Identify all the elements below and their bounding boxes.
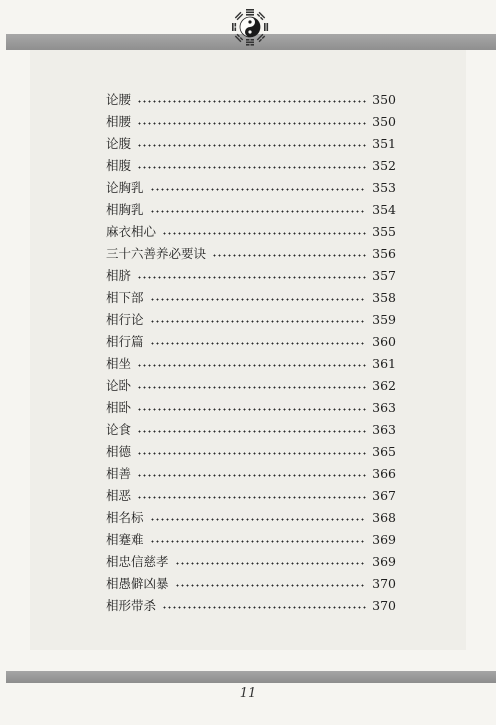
toc-leader-dots <box>150 188 366 191</box>
toc-entry-title: 相胸乳 <box>106 202 144 217</box>
toc-entry <box>106 173 396 195</box>
toc-entry <box>106 195 396 217</box>
toc-entry <box>106 151 396 173</box>
table-of-contents <box>106 85 396 613</box>
toc-leader-dots <box>150 320 366 323</box>
toc-entry-title: 相恶 <box>106 488 132 503</box>
toc-entry-page: 355 <box>372 224 396 239</box>
toc-leader-dots <box>150 540 366 543</box>
toc-entry-page: 353 <box>372 180 396 195</box>
toc-leader-dots <box>162 606 366 609</box>
toc-entry <box>106 415 396 437</box>
toc-entry <box>106 459 396 481</box>
toc-entry <box>106 591 396 613</box>
toc-entry-page: 367 <box>372 488 396 503</box>
toc-entry-page: 365 <box>372 444 396 459</box>
toc-entry-title: 相愚僻凶暴 <box>106 576 169 591</box>
toc-entry-page: 360 <box>372 334 396 349</box>
toc-entry-title: 麻衣相心 <box>106 224 157 239</box>
footer-band <box>6 671 496 683</box>
toc-leader-dots <box>137 100 366 103</box>
toc-entry-title: 相腹 <box>106 158 132 173</box>
toc-entry-page: 350 <box>372 114 396 129</box>
toc-leader-dots <box>137 166 366 169</box>
toc-entry-page: 363 <box>372 422 396 437</box>
toc-entry <box>106 129 396 151</box>
toc-entry <box>106 107 396 129</box>
toc-entry-title: 论食 <box>106 422 132 437</box>
toc-leader-dots <box>162 232 366 235</box>
toc-leader-dots <box>175 584 366 587</box>
toc-entry-title: 三十六善养必要诀 <box>106 246 207 261</box>
toc-entry-title: 论卧 <box>106 378 132 393</box>
toc-entry <box>106 349 396 371</box>
toc-entry-page: 363 <box>372 400 396 415</box>
toc-entry-title: 相蹇难 <box>106 532 144 547</box>
toc-entry <box>106 371 396 393</box>
toc-leader-dots <box>137 474 366 477</box>
toc-leader-dots <box>137 408 366 411</box>
toc-entry <box>106 569 396 591</box>
toc-leader-dots <box>137 496 366 499</box>
toc-entry-page: 361 <box>372 356 396 371</box>
toc-entry-title: 相坐 <box>106 356 132 371</box>
toc-entry-title: 相名标 <box>106 510 144 525</box>
toc-entry-title: 相脐 <box>106 268 132 283</box>
toc-entry <box>106 85 396 107</box>
toc-entry-title: 相行篇 <box>106 334 144 349</box>
toc-entry-title: 相下部 <box>106 290 144 305</box>
toc-entry <box>106 239 396 261</box>
toc-entry-page: 359 <box>372 312 396 327</box>
toc-entry-page: 366 <box>372 466 396 481</box>
toc-entry-title: 相忠信慈孝 <box>106 554 169 569</box>
toc-entry <box>106 503 396 525</box>
toc-leader-dots <box>150 210 366 213</box>
toc-entry-page: 356 <box>372 246 396 261</box>
toc-leader-dots <box>137 364 366 367</box>
toc-entry-page: 370 <box>372 598 396 613</box>
toc-entry <box>106 217 396 239</box>
toc-entry-title: 相善 <box>106 466 132 481</box>
toc-entry-title: 相形带杀 <box>106 598 157 613</box>
toc-entry <box>106 525 396 547</box>
toc-entry-page: 350 <box>372 92 396 107</box>
toc-entry-title: 相腰 <box>106 114 132 129</box>
toc-entry-title: 论胸乳 <box>106 180 144 195</box>
toc-leader-dots <box>137 122 366 125</box>
toc-leader-dots <box>137 386 366 389</box>
toc-entry <box>106 261 396 283</box>
toc-entry-title: 论腹 <box>106 136 132 151</box>
toc-entry <box>106 393 396 415</box>
toc-entry <box>106 437 396 459</box>
toc-entry-page: 352 <box>372 158 396 173</box>
toc-leader-dots <box>150 518 366 521</box>
toc-entry-page: 369 <box>372 554 396 569</box>
toc-leader-dots <box>150 298 366 301</box>
toc-leader-dots <box>137 276 366 279</box>
toc-entry <box>106 481 396 503</box>
toc-leader-dots <box>150 342 366 345</box>
toc-entry-page: 354 <box>372 202 396 217</box>
toc-leader-dots <box>175 562 366 565</box>
toc-entry-page: 370 <box>372 576 396 591</box>
toc-entry-page: 368 <box>372 510 396 525</box>
toc-entry <box>106 305 396 327</box>
toc-entry-page: 358 <box>372 290 396 305</box>
toc-entry-page: 357 <box>372 268 396 283</box>
toc-entry-page: 351 <box>372 136 396 151</box>
toc-entry-title: 相行论 <box>106 312 144 327</box>
bagua-yinyang-icon <box>231 8 269 46</box>
toc-leader-dots <box>212 254 366 257</box>
page-number: 11 <box>239 686 257 701</box>
toc-entry-page: 362 <box>372 378 396 393</box>
toc-entry-title: 相德 <box>106 444 132 459</box>
toc-leader-dots <box>137 144 366 147</box>
toc-entry-title: 论腰 <box>106 92 132 107</box>
toc-entry-title: 相卧 <box>106 400 132 415</box>
toc-entry <box>106 283 396 305</box>
toc-entry <box>106 547 396 569</box>
toc-leader-dots <box>137 452 366 455</box>
toc-entry <box>106 327 396 349</box>
toc-leader-dots <box>137 430 366 433</box>
toc-entry-page: 369 <box>372 532 396 547</box>
